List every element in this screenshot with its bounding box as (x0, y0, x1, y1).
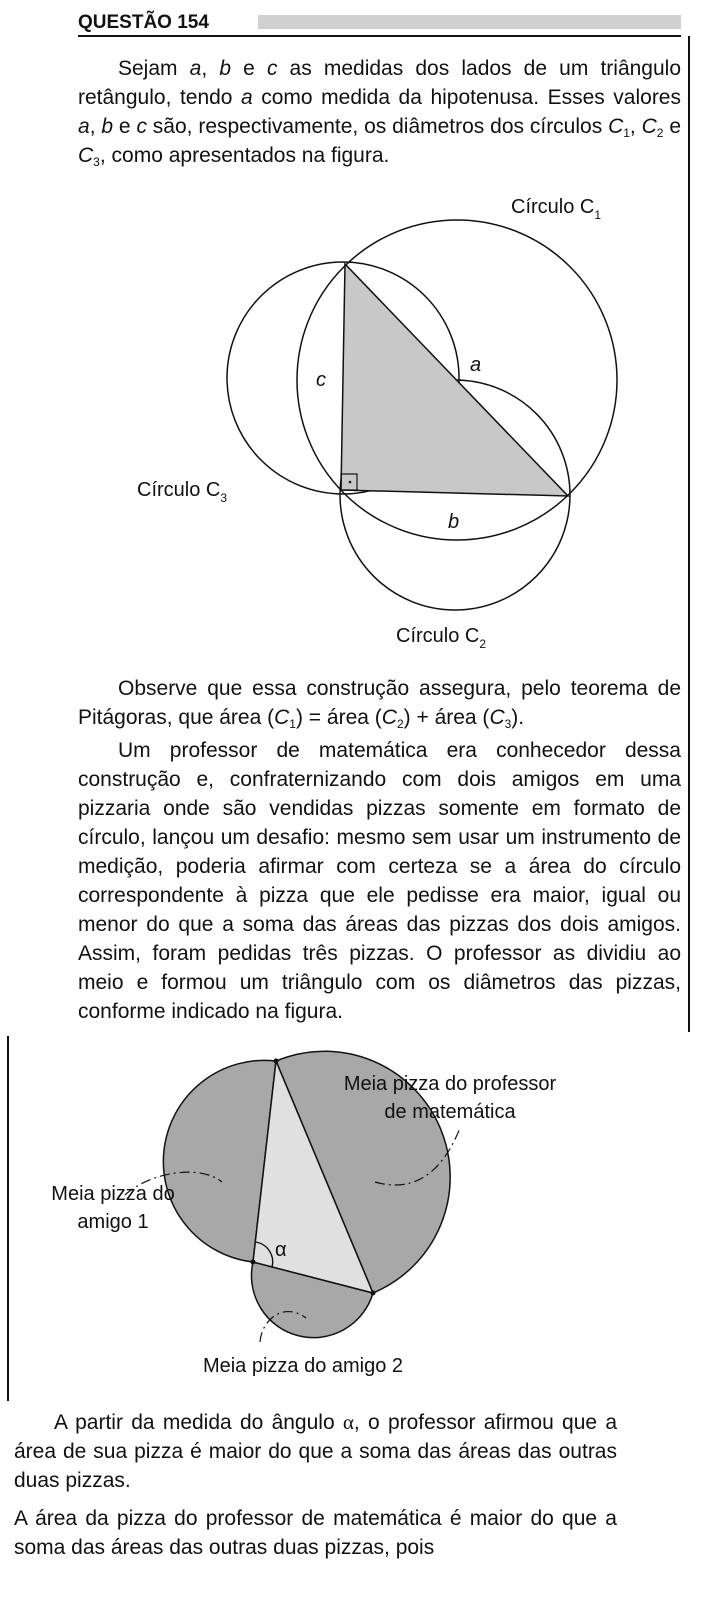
label-friend1-2: amigo 1 (77, 1211, 149, 1233)
label-circle-c2: Círculo $C_2$ (396, 625, 487, 651)
label-circle-c3: Círculo $C_3$ (137, 479, 228, 505)
vertex-right (371, 1291, 376, 1296)
figure-circles-triangle (0, 180, 711, 660)
label-professor-2: de matemática (384, 1101, 516, 1123)
story-paragraph: Um professor de matemática era conhecedor dessa construção e, confraternizando com dois amigos em uma pizzaria onde são vendidas pizzas somente em formato de círculo, lançou um desafio: mesmo sem usar um instrumento de medição, poderia afirmar com certeza se a área do círculo correspondente à pizza que ele pedisse era maior, igual ou menor do que a soma das áreas das pizzas dos dois amigos. Assim, foram pedidas três pizzas. O professor as dividiu ao meio e formou um triângulo com os diâmetros das pizzas, conforme indicado na figura. (78, 739, 681, 1023)
header-underline (78, 35, 681, 37)
label-side-c: c (316, 369, 326, 391)
question-number: QUESTÃO 154 (78, 12, 223, 34)
stem-block (14, 1504, 617, 1562)
question-header (78, 12, 681, 38)
story-block (78, 736, 681, 1026)
label-friend1-1: Meia pizza do (51, 1183, 175, 1205)
label-professor-1: Meia pizza do professor (343, 1073, 557, 1095)
header-bar (258, 15, 681, 29)
question-stem: A área da pizza do professor de matemática é maior do que a soma das áreas das outras duas pizzas, pois (14, 1507, 617, 1559)
label-friend2: Meia pizza do amigo 2 (202, 1355, 404, 1377)
observe-paragraph: Observe que essa construção assegura, pelo teorema de Pitágoras, que área $(C_1)$ = área $(C_2)$ + área $(C_3)$. (78, 677, 681, 731)
label-circle-c1: Círculo $C_1$ (511, 196, 602, 222)
vertex-top (274, 1059, 279, 1064)
label-alpha: α (275, 1239, 287, 1261)
conclusion-paragraph: A partir da medida do ângulo α, o professor afirmou que a área de sua pizza é maior do que a soma das áreas das outras duas pizzas. (14, 1410, 618, 1492)
right-angle-dot (349, 481, 352, 484)
intro-block (78, 54, 681, 170)
right-triangle (341, 264, 568, 496)
label-side-a: a (470, 354, 482, 376)
figure-pizzas (0, 1040, 711, 1390)
intro-paragraph: Sejam a, b e c as medidas dos lados de um triângulo retângulo, tendo a como medida da hipotenusa. Esses valores a, b e c são, respectivamente, os diâmetros dos círculos $C_1$, $C_2$ e $C_3$, como apresentados na figura. (78, 57, 682, 169)
label-side-b: b (448, 511, 460, 533)
observe-block (78, 674, 681, 732)
vertex-left (251, 1260, 256, 1265)
conclusion-block (14, 1408, 617, 1495)
